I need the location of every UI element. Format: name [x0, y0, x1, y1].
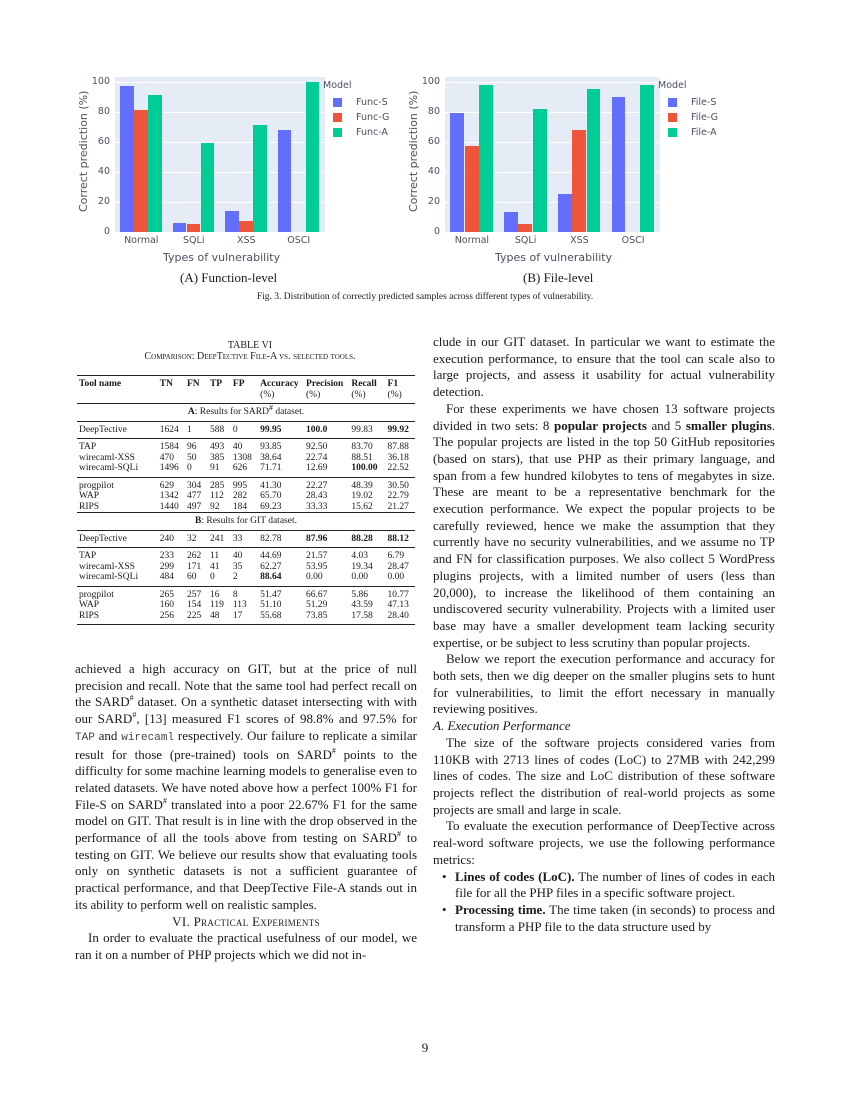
- paragraph: In order to evaluate the practical usefulness of our model, we ran it on a number of PHP projects which we did not in-: [75, 930, 417, 962]
- y-tick-label: 20: [97, 195, 110, 207]
- tool-name-cell: TAP: [79, 551, 97, 561]
- y-tick-label: 60: [97, 135, 110, 147]
- y-axis-label: Correct prediction (%): [77, 90, 90, 212]
- y-tick-label: 20: [427, 195, 440, 207]
- value-cell: 35: [232, 561, 243, 572]
- metrics-list: [433, 869, 775, 936]
- tool-name-cell: progpilot: [79, 480, 114, 491]
- value-cell: 48: [208, 611, 231, 625]
- table-row: [77, 453, 415, 464]
- value-cell: 53.95: [306, 561, 328, 572]
- bar-file-g-sqli: [518, 224, 532, 232]
- x-tick-label: SQLi: [183, 235, 205, 246]
- value-cell: 88.28: [349, 530, 385, 548]
- chart-legend: [658, 80, 718, 140]
- value-cell: 32: [185, 530, 208, 548]
- value-cell: 1624: [158, 421, 185, 439]
- value-cell: 225: [185, 611, 208, 625]
- value-cell: 112: [209, 491, 224, 501]
- table-row: [77, 611, 415, 625]
- tool-name-cell: WAP: [79, 491, 100, 501]
- value-cell: 28.47: [387, 561, 409, 572]
- plot-area: [115, 77, 325, 232]
- inline-code: wirecaml: [121, 731, 175, 744]
- value-cell: 99.83: [349, 421, 385, 439]
- value-cell: 8: [232, 589, 238, 600]
- section-heading: VI. Practical Experiments: [172, 913, 320, 929]
- chart-function-level: [75, 72, 405, 272]
- inline-code: TAP: [75, 731, 95, 744]
- table-row: [77, 502, 415, 513]
- bar-func-s-normal: [120, 86, 134, 232]
- legend-label: Func-S: [356, 97, 388, 108]
- value-cell: 19.02: [351, 491, 373, 501]
- x-axis-label: Types of vulnerability: [495, 251, 613, 264]
- right-column: [433, 334, 775, 935]
- x-tick-label: OSCI: [621, 235, 645, 246]
- value-cell: 15.62: [351, 501, 373, 512]
- value-cell: 43.59: [351, 600, 373, 610]
- value-cell: 1496: [158, 463, 185, 477]
- value-cell: 28.40: [386, 611, 415, 625]
- table-row: [77, 477, 415, 491]
- legend-label: File-A: [691, 127, 717, 138]
- table-row: [77, 463, 415, 477]
- table-row: [77, 548, 415, 562]
- table-row: [77, 586, 415, 600]
- value-cell: 119: [209, 600, 224, 610]
- value-cell: 477: [186, 491, 202, 501]
- tool-name-cell: WAP: [79, 600, 100, 610]
- table-row: [77, 421, 415, 439]
- value-cell: 41: [209, 561, 220, 572]
- value-cell: 47.13: [387, 600, 409, 610]
- legend-item[interactable]: [658, 95, 718, 110]
- bar-func-a-normal: [148, 95, 162, 232]
- bar-file-a-osci: [640, 85, 654, 232]
- value-cell: 40: [232, 442, 243, 452]
- column-header: FP: [231, 376, 258, 404]
- value-cell: 51.47: [260, 589, 282, 600]
- value-cell: 1584: [159, 442, 179, 452]
- value-cell: 96: [186, 442, 197, 452]
- value-cell: 21.27: [387, 501, 409, 512]
- column-header: TP: [208, 376, 231, 404]
- y-tick-label: 80: [97, 105, 110, 117]
- subcaption-a: (A) Function-level: [180, 270, 278, 285]
- bar-func-s-osci: [278, 130, 292, 232]
- legend-label: File-S: [691, 97, 717, 108]
- value-cell: 2: [231, 572, 258, 586]
- x-axis-label: Types of vulnerability: [163, 251, 281, 264]
- value-cell: 497: [186, 501, 202, 512]
- paragraph: The size of the software projects considered varies from 110KB with 2713 lines of codes (LoC) to 27MB with 242,299 lines of codes. The size and LoC distribution of these software projects reflect the distribution of real-world projects as some projects are small and large in scale.: [433, 734, 775, 817]
- value-cell: 0.00: [349, 572, 385, 586]
- value-cell: 1440: [159, 501, 179, 512]
- legend-label: Func-G: [356, 112, 390, 123]
- gridline: [115, 82, 325, 83]
- bar-func-g-sqli: [187, 224, 201, 232]
- value-cell: 626: [231, 463, 258, 477]
- value-cell: 28.43: [306, 491, 328, 501]
- value-cell: 154: [186, 600, 202, 610]
- value-cell: 38.64: [260, 452, 282, 463]
- value-cell: 11: [209, 551, 220, 561]
- paragraph: clude in our GIT dataset. In particular we want to estimate the execution performance, to ensure that the tool can scale also to large projects, and assess it usability for actual vulnerability detection.: [433, 334, 775, 400]
- column-header: Accuracy (%): [258, 376, 304, 404]
- tool-name-cell: progpilot: [79, 589, 114, 600]
- value-cell: 12.69: [304, 463, 349, 477]
- table-row: [77, 530, 415, 548]
- value-cell: 0.00: [304, 572, 349, 586]
- value-cell: 17.58: [349, 611, 385, 625]
- subcaption-b: (B) File-level: [523, 270, 594, 285]
- chart-file-level: [405, 72, 735, 272]
- value-cell: 71.71: [258, 463, 304, 477]
- y-axis-label: Correct prediction (%): [407, 90, 420, 212]
- tool-name-cell: DeepTective: [77, 421, 158, 439]
- paragraph: Below we report the execution performance and accuracy for both sets, then we dig deeper on the smaller plugins sets to hunt for vulnerabilities, to limit the effort necessary in manually reviewing positives.: [433, 651, 775, 717]
- table-section-header: A: Results for SARD# dataset.: [77, 404, 415, 422]
- gridline: [445, 232, 660, 233]
- value-cell: 51.10: [260, 600, 282, 610]
- value-cell: 55.68: [258, 611, 304, 625]
- gridline: [445, 112, 660, 113]
- value-cell: 0: [208, 572, 231, 586]
- value-cell: 171: [186, 561, 202, 572]
- y-tick-label: 40: [427, 165, 440, 177]
- y-tick-label: 60: [427, 135, 440, 147]
- bar-func-s-xss: [225, 211, 239, 232]
- x-tick-label: Normal: [124, 235, 159, 246]
- tool-name-cell: TAP: [79, 442, 97, 452]
- value-cell: 73.85: [304, 611, 349, 625]
- value-cell: 6.79: [387, 551, 405, 561]
- value-cell: 88.64: [258, 572, 304, 586]
- value-cell: 240: [158, 530, 185, 548]
- value-cell: 100.00: [349, 463, 385, 477]
- value-cell: 93.85: [260, 442, 282, 452]
- value-cell: 0.00: [386, 572, 415, 586]
- value-cell: 17: [231, 611, 258, 625]
- column-header: Recall (%): [349, 376, 385, 404]
- value-cell: 385: [209, 452, 225, 463]
- paragraph: achieved a high accuracy on GIT, but at the price of null precision and recall. Note that the same tool had perfect recall on the SARD# dataset. On a synthetic dataset intersecting with with our SARD#, [13] measured F1 scores of 98.8% and 97.5% for TAP and wirecaml respectively. Our failure to replicate a similar result for those (pre-trained) tools on SARD# points to the difficulty for some machine learning models to generalise even to related datasets. We have noted above how a perfect 100% F1 for File-S on SARD# translated into a poor 22.67% F1 for the same model on GIT. That result is in line with the drop observed in the performance of all the tools above from testing on SARD# to testing on GIT. We believe our results show that evaluating tools only on synthetic datasets is not a sufficient guarantee of practical performance, and that DeepTective File-A stands out in its ability to perform well on realistic samples.: [75, 661, 418, 912]
- y-tick-label: 100: [421, 75, 440, 87]
- value-cell: 92: [209, 501, 220, 512]
- value-cell: 21.57: [306, 551, 328, 561]
- value-cell: 257: [186, 589, 202, 600]
- value-cell: 48.39: [351, 480, 373, 491]
- value-cell: 36.18: [387, 452, 409, 463]
- bar-file-a-sqli: [533, 109, 547, 232]
- value-cell: 1342: [159, 491, 179, 501]
- value-cell: 22.74: [306, 452, 328, 463]
- value-cell: 4.03: [351, 551, 369, 561]
- value-cell: 1: [185, 421, 208, 439]
- value-cell: 299: [159, 561, 174, 572]
- value-cell: 995: [232, 480, 248, 491]
- column-header: F1 (%): [386, 376, 415, 404]
- x-tick-label: XSS: [570, 235, 589, 246]
- value-cell: 184: [232, 501, 248, 512]
- value-cell: 69.23: [260, 501, 282, 512]
- bar-func-a-xss: [253, 125, 267, 232]
- y-tick-label: 0: [103, 226, 110, 237]
- legend-item[interactable]: [323, 110, 389, 125]
- value-cell: 65.70: [260, 491, 282, 501]
- table-row: [77, 562, 415, 573]
- table-label: TABLE VI: [227, 340, 273, 351]
- legend-swatch-icon: [668, 98, 677, 107]
- table-title: Comparison: DeepTective File-A vs. selected tools.: [144, 351, 356, 362]
- value-cell: 44.69: [260, 551, 282, 561]
- value-cell: 99.95: [258, 421, 304, 439]
- legend-title: Model: [658, 80, 687, 91]
- value-cell: 241: [208, 530, 231, 548]
- bar-file-a-xss: [587, 89, 601, 232]
- value-cell: 87.88: [387, 442, 409, 452]
- column-header: Precision (%): [304, 376, 349, 404]
- column-header: TN: [158, 376, 185, 404]
- left-column: [75, 661, 417, 964]
- value-cell: 33.33: [306, 501, 328, 512]
- x-tick-label: Normal: [454, 235, 490, 246]
- legend-swatch-icon: [333, 98, 342, 107]
- value-cell: 22.27: [306, 480, 328, 491]
- bar-file-a-normal: [479, 85, 493, 232]
- bar-func-g-xss: [239, 221, 253, 232]
- bar-func-a-sqli: [201, 143, 215, 232]
- legend-title: Model: [323, 80, 352, 91]
- bar-func-a-osci: [306, 82, 320, 232]
- value-cell: 16: [209, 589, 220, 600]
- value-cell: 256: [158, 611, 185, 625]
- value-cell: 33: [231, 530, 258, 548]
- table-section-header: B: Results for GIT dataset.: [77, 513, 415, 531]
- bar-file-g-normal: [465, 146, 479, 232]
- bar-file-s-osci: [612, 97, 626, 232]
- legend-label: File-G: [691, 112, 719, 123]
- value-cell: 160: [159, 600, 174, 610]
- value-cell: 88.12: [386, 530, 415, 548]
- value-cell: 285: [209, 480, 225, 491]
- legend-swatch-icon: [333, 128, 342, 137]
- gridline: [115, 232, 325, 233]
- legend-item[interactable]: [658, 125, 718, 140]
- value-cell: 41.30: [260, 480, 282, 491]
- value-cell: 0: [231, 421, 258, 439]
- page-number: 9: [421, 1040, 429, 1055]
- value-cell: 62.27: [260, 561, 282, 572]
- tool-name-cell: DeepTective: [77, 530, 158, 548]
- value-cell: 1308: [232, 452, 252, 463]
- value-cell: 83.70: [351, 442, 373, 452]
- gridline: [445, 142, 660, 143]
- value-cell: 30.50: [387, 480, 409, 491]
- subsection-heading: A. Execution Performance: [433, 718, 571, 734]
- value-cell: 629: [159, 480, 174, 491]
- bar-func-g-normal: [134, 110, 148, 232]
- y-tick-label: 0: [433, 226, 440, 237]
- value-cell: 588: [208, 421, 231, 439]
- legend-swatch-icon: [333, 113, 342, 122]
- tool-name-cell: wirecaml-XSS: [79, 452, 135, 463]
- value-cell: 91: [208, 463, 231, 477]
- table-row: [77, 491, 415, 502]
- value-cell: 262: [186, 551, 202, 561]
- legend-item[interactable]: [658, 110, 718, 125]
- value-cell: 88.51: [351, 452, 373, 463]
- value-cell: 51.29: [306, 600, 328, 610]
- x-tick-label: XSS: [236, 235, 256, 246]
- value-cell: 60: [185, 572, 208, 586]
- column-header: Tool name: [77, 376, 158, 404]
- value-cell: 304: [186, 480, 202, 491]
- results-table: [77, 375, 415, 625]
- value-cell: 113: [232, 600, 247, 610]
- tool-name-cell: RIPS: [79, 501, 100, 512]
- list-item: • Lines of codes (LoC). The number of lines of codes in each file for all the PHP files in a specific software project.: [455, 869, 775, 902]
- column-header: FN: [185, 376, 208, 404]
- y-tick-label: 80: [427, 105, 440, 117]
- legend-swatch-icon: [668, 128, 677, 137]
- legend-label: Func-A: [356, 127, 388, 138]
- list-item: • Processing time. The time taken (in seconds) to process and transform a PHP file to the data structure used by: [455, 902, 775, 935]
- bar-file-s-sqli: [504, 212, 518, 232]
- value-cell: 40: [232, 551, 243, 561]
- legend-item[interactable]: [323, 95, 389, 110]
- figure-caption: Fig. 3. Distribution of correctly predicted samples across different types of vulnerability.: [256, 292, 594, 302]
- value-cell: 22.79: [387, 491, 409, 501]
- table-row: [77, 600, 415, 611]
- value-cell: 0: [185, 463, 208, 477]
- legend-swatch-icon: [668, 113, 677, 122]
- value-cell: 233: [159, 551, 174, 561]
- value-cell: 282: [232, 491, 248, 501]
- gridline: [445, 82, 660, 83]
- paragraph: For these experiments we have chosen 13 software projects divided in two sets: 8 popular projects and 5 smaller plugins. The popular projects are listed in the top 50 GitHub repositories (based on stars), that use PHP as their primary language, and span from a few hundred kilobytes to tens of megabytes in size. These are meant to be a representative benchmark for the execution performance. We expect the popular projects to be carefully reviewed, hence we make the assumption that they currently have no security vulnerabilities, and we assume no TP and FN for classification purposes. We also collect 5 WordPress plugins projects, with a limited number of users (less than 20,000), to increase the likelihood of them containing an undiscovered security vulnerability. Projects with a limited user base may have a smaller development team lacking security expertise, or be subject to less scrutiny than popular projects.: [433, 400, 776, 650]
- tool-name-cell: wirecaml-SQLi: [77, 572, 158, 586]
- bar-file-s-normal: [450, 113, 464, 232]
- value-cell: 82.78: [258, 530, 304, 548]
- bar-func-s-sqli: [173, 223, 187, 232]
- legend-item[interactable]: [323, 125, 389, 140]
- y-tick-label: 40: [97, 165, 110, 177]
- tool-name-cell: wirecaml-XSS: [79, 561, 135, 572]
- value-cell: 87.96: [304, 530, 349, 548]
- table-header-row: [77, 376, 415, 404]
- value-cell: 50: [186, 452, 197, 463]
- value-cell: 100.0: [304, 421, 349, 439]
- y-tick-label: 100: [91, 75, 110, 87]
- x-tick-label: OSCI: [287, 235, 311, 246]
- bar-file-s-xss: [558, 194, 572, 232]
- tool-name-cell: RIPS: [77, 611, 158, 625]
- paragraph: To evaluate the execution performance of DeepTective across real-word software projects, we use the following performance metrics:: [433, 818, 775, 867]
- chart-legend: [323, 80, 389, 140]
- value-cell: 493: [209, 442, 225, 452]
- value-cell: 484: [158, 572, 185, 586]
- plot-area: [445, 77, 660, 232]
- x-tick-label: SQLi: [514, 235, 537, 246]
- bar-file-g-xss: [572, 130, 586, 232]
- value-cell: 19.34: [351, 561, 373, 572]
- value-cell: 92.50: [306, 442, 328, 452]
- value-cell: 470: [159, 452, 174, 463]
- value-cell: 5.86: [351, 589, 369, 600]
- value-cell: 10.77: [387, 589, 409, 600]
- table-row: [77, 572, 415, 586]
- value-cell: 66.67: [306, 589, 328, 600]
- value-cell: 22.52: [386, 463, 415, 477]
- tool-name-cell: wirecaml-SQLi: [77, 463, 158, 477]
- table-row: [77, 439, 415, 453]
- value-cell: 265: [159, 589, 174, 600]
- value-cell: 99.92: [386, 421, 415, 439]
